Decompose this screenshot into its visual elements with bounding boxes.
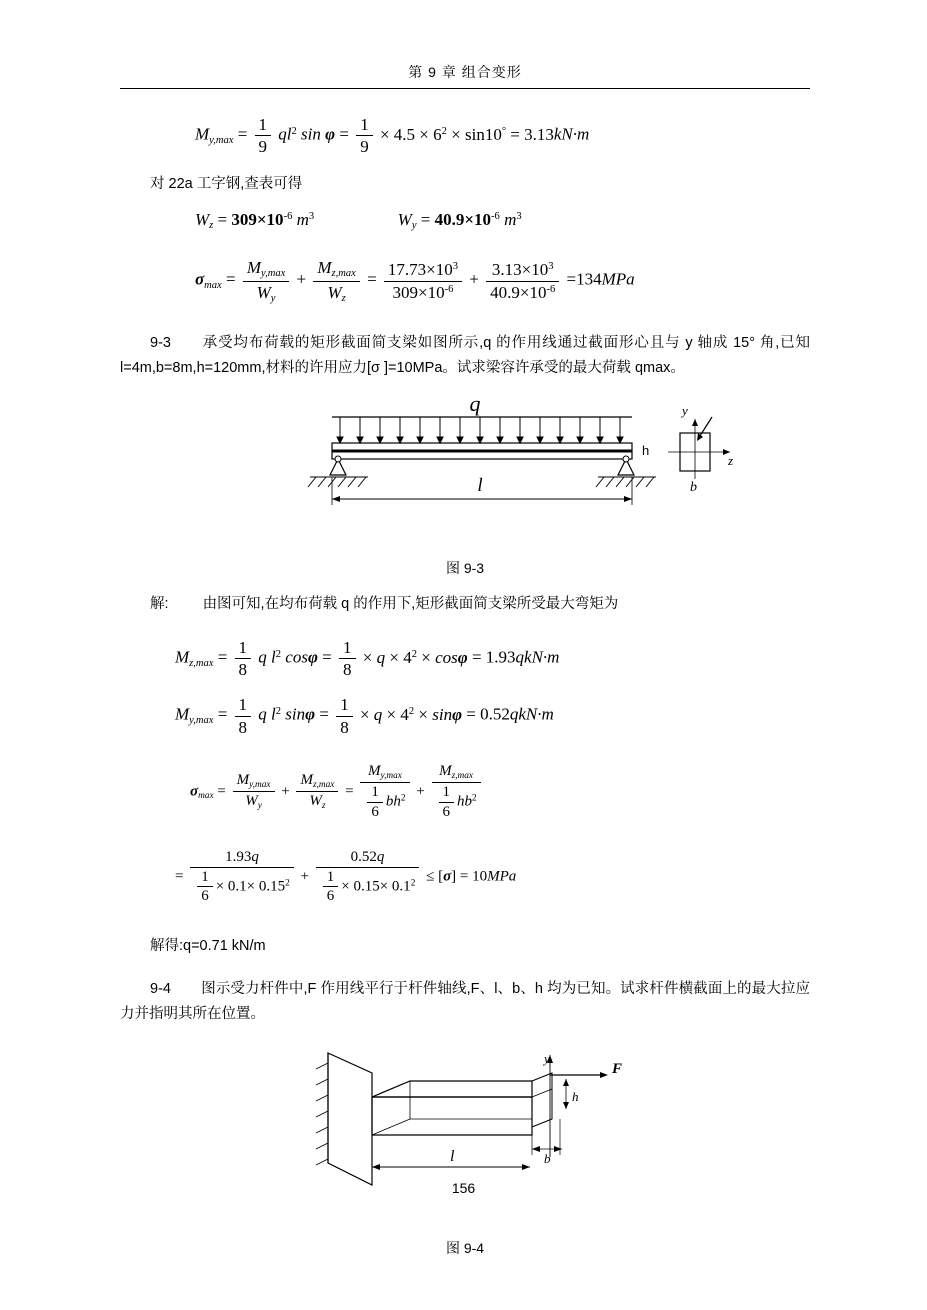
problem-9-4-number: 9-4 <box>150 981 171 998</box>
equation-sigma-substituted: = 1.93q $\frac{1}{6}$ × $0.1\times 0.15^2$ + 0.52q $\frac{1}{6}$ × $0.15\times 0.1^2$ ≤ [σ] = 10MPa <box>175 848 517 905</box>
svg-text:l: l <box>477 474 483 496</box>
svg-text:y: y <box>544 1051 550 1067</box>
solution-9-3-line <box>120 592 810 617</box>
svg-text:q: q <box>469 394 481 416</box>
figure-9-4 <box>120 1045 810 1258</box>
figure-9-3-caption: 图 9-3 <box>445 559 485 576</box>
header-divider <box>120 88 810 89</box>
problem-9-4-text: 图示受力杆件中,F 作用线平行于杆件轴线,F、l、b、h 均为已知。试求杆件横截面上的最大拉应力并指明其所在位置。 <box>120 981 810 1023</box>
svg-text:y: y <box>682 402 688 418</box>
figure-9-4-svg <box>120 1045 810 1225</box>
page-header: 第 9 章 组合变形 <box>408 64 522 80</box>
page-number: 156 <box>451 1180 476 1196</box>
page-content <box>120 100 810 1258</box>
answer-9-3: 解得:q=0.71 kN/m <box>150 938 266 955</box>
svg-text:z: z <box>728 452 734 468</box>
solution-text: 由图可知,在均布荷载 q 的作用下,矩形截面简支梁所受最大弯矩为 <box>202 595 619 612</box>
solution-label: 解: <box>150 595 169 612</box>
equation-mz-max-2: $M_{z,max}$ = $\frac{1}{8}$ q $l^2$ cosφ = $\frac{1}{8}$ × $q \times 4^2 \times \cos\varphi = 1.93qkN\cdot m$ <box>175 637 560 680</box>
svg-text:F: F <box>612 1061 623 1078</box>
equation-my-max-2: $M_{y,max}$ = $\frac{1}{8}$ q $l^2$ sinφ = $\frac{1}{8}$ × $q \times 4^2 \times \sin\varphi = 0.52qkN\cdot m$ <box>175 695 554 737</box>
figure-9-3-svg <box>120 395 810 545</box>
svg-text:h: h <box>642 442 650 458</box>
equation-my-max: $M_{y,max}$ = $\frac{1}{9}$ $ql^2$ sin φ = $\frac{1}{9}$ × $4.5 \times 6^2 \times \sin 10^\circ = 3.13kN\cdot m$ <box>195 115 590 157</box>
problem-9-3-number: 9-3 <box>150 334 171 351</box>
figure-9-4-caption: 图 9-4 <box>445 1240 485 1257</box>
svg-text:l: l <box>450 1148 455 1166</box>
svg-text:b: b <box>690 479 697 495</box>
figure-9-3 <box>120 395 810 578</box>
equation-sigma-max-1: $\sigma_{max}$ = $\frac{M_{y,max}}{W_y}$ + $\frac{M_{z,max}}{W_z}$ = $\frac{17.73\times 10^3}{309\times 10^{-6}}$ + $\frac{3.13\times 10^3}{40.9\times 10^{-6}}$ =134MPa <box>195 258 635 304</box>
problem-9-4-statement <box>120 977 810 1027</box>
equation-section-modulus: $W_z = 309\times 10^{-6}$ $m^3$ $W_y = 40.9\times 10^{-6}$ $m^3$ <box>195 209 522 231</box>
equation-sigma-max-2: $\sigma_{max}$ = $\frac{M_{y,max}}{W_y}$ + $\frac{M_{z,max}}{W_z}$ = $M_{y,max}$ $\frac{1}{6}$ $bh^2$ + $M_{z,max}$ $\frac{1}{6}$ $hb^2$ <box>120 762 810 822</box>
svg-text:b: b <box>544 1151 551 1167</box>
line-22a-steel: 对 22a 工字钢,查表可得 <box>150 175 303 192</box>
svg-text:h: h <box>572 1089 579 1105</box>
problem-9-3-text: 承受均布荷载的矩形截面简支梁如图所示,q 的作用线通过截面形心且与 y 轴成 15° 角,已知 l=4m,b=8m,h=120mm,材料的许用应力[σ ]=10MPa。试求梁容许承受的最大荷载 qmax。 <box>120 334 810 376</box>
problem-9-3-statement <box>120 331 810 381</box>
